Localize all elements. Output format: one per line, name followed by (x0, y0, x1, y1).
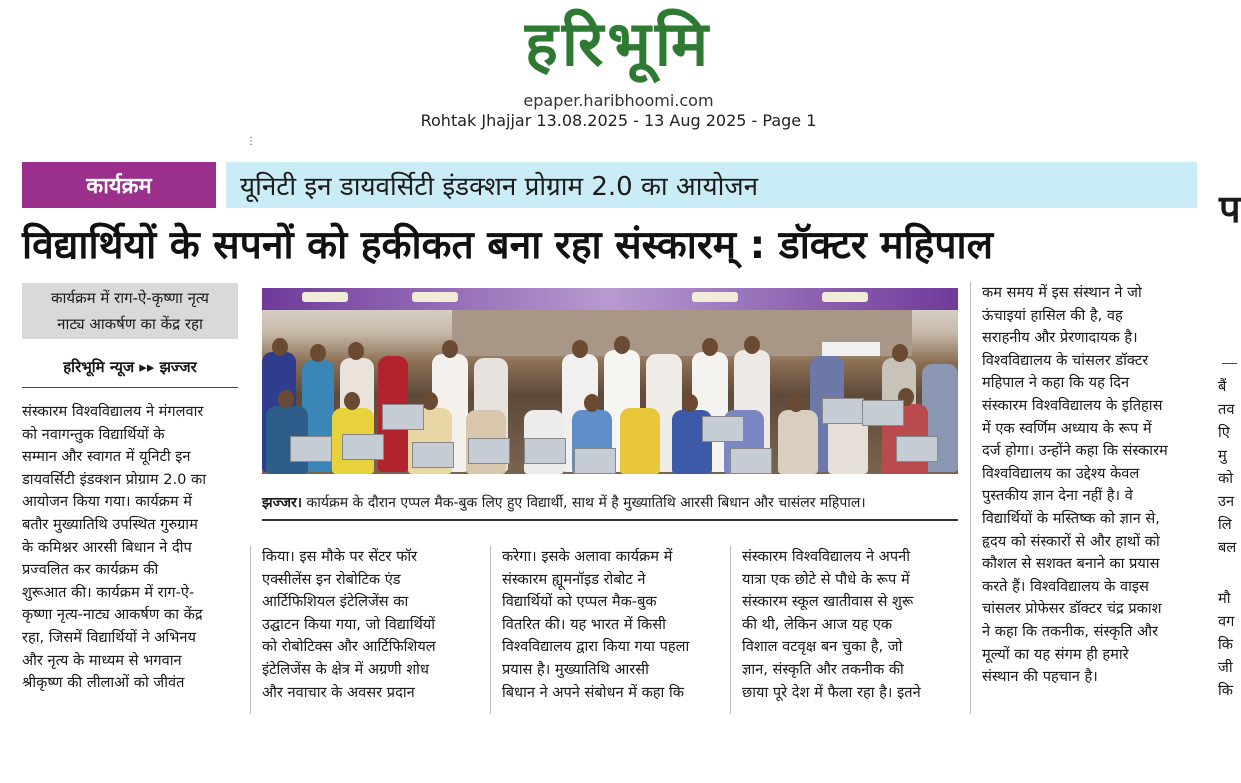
text-line: इंटेलिजेंस के क्षेत्र में अग्रणी शोध (262, 660, 429, 678)
site-url: epaper.haribhoomi.com (523, 91, 714, 110)
callout-line: नाट्य आकर्षण का केंद्र रहा (57, 315, 203, 333)
photo-laptop (468, 438, 510, 464)
byline: हरिभूमि न्यूज ▸▸ झज्जर (63, 358, 197, 376)
adjacent-text-fragment: जी (1218, 659, 1233, 676)
text-line: पुस्तकीय ज्ञान देना नहीं है। वे (982, 487, 1133, 505)
adjacent-article-fragment (1216, 170, 1241, 770)
text-line: ऊंचाइयां हासिल की है, वह (982, 306, 1123, 324)
text-line: करते हैं। विश्वविद्यालय के वाइस (982, 577, 1149, 595)
adjacent-text-fragment: को (1218, 470, 1233, 487)
text-line: संस्कारम विश्वविद्यालय ने अपनी (742, 548, 910, 565)
event-photo (262, 288, 958, 474)
text-line: महिपाल ने कहा कि यह दिन (982, 374, 1130, 392)
byline-divider (22, 387, 238, 388)
adjacent-text-fragment: कि (1218, 636, 1233, 653)
text-line: रहा, जिसमें विद्यार्थियों ने अभिनय (22, 628, 196, 646)
photo-banner (822, 342, 880, 356)
text-line: छाया पूरे देश में फैला रहा है। इतने (742, 683, 921, 701)
text-line: डायवर्सिटी इंडक्शन प्रोग्राम 2.0 का (22, 470, 207, 488)
photo-head (744, 336, 760, 354)
photo-head (682, 394, 698, 412)
text-line: कौशल से सशक्त बनाने का प्रयास (982, 555, 1160, 573)
text-line: बतौर मुख्यातिथि उपस्थित गुरुग्राम (22, 515, 198, 533)
text-line: वितरित की। यह भारत में किसी (502, 615, 666, 633)
subhead-bar (226, 162, 1197, 208)
text-line: प्रज्वलित कर कार्यक्रम की (22, 561, 159, 579)
adjacent-text-fragment: उन (1218, 493, 1235, 510)
photo-head (278, 390, 294, 408)
adjacent-divider (1222, 363, 1237, 364)
photo-laptop (524, 438, 566, 464)
photo-light (692, 292, 738, 302)
text-line: और नृत्य के माध्यम से भगवान (22, 651, 182, 669)
adjacent-text-fragment: तव (1218, 401, 1235, 418)
text-line: उद्घाटन किया गया, जो विद्यार्थियों (262, 615, 436, 633)
text-line: करेगा। इसके अलावा कार्यक्रम में (502, 548, 673, 565)
adjacent-text-fragment: वग (1218, 613, 1235, 630)
callout-box (22, 283, 238, 339)
text-line: हृदय को संस्कारों से और हाथों को (982, 532, 1160, 550)
text-line: बिधान ने अपने संबोधन में कहा कि (502, 683, 684, 701)
text-line: कृष्णा नृत्य-नाट्य आकर्षण का केंद्र (22, 606, 203, 624)
text-line: मूल्यों का यह संगम ही हमारे (982, 645, 1129, 663)
text-line: एक्सीलेंस इन रोबोटिक एंड (262, 570, 401, 588)
section-kicker: कार्यक्रम (22, 162, 216, 208)
photo-laptop (862, 400, 904, 426)
photo-head (614, 336, 630, 354)
photo-laptop (412, 442, 454, 468)
text-line: को नवागन्तुक विद्यार्थियों के (22, 425, 165, 443)
article-column-1 (22, 401, 238, 695)
photo-laptop (822, 398, 864, 424)
text-line: कम समय में इस संस्थान ने जो (982, 284, 1142, 301)
photo-laptop (896, 436, 938, 462)
text-line: विद्यार्थियों के मस्तिष्क को ज्ञान से, (982, 509, 1160, 527)
photo-laptop (382, 404, 424, 430)
photo-head (272, 338, 288, 356)
text-line: दर्ज होगा। उन्होंने कहा कि संस्कारम (982, 442, 1168, 460)
photo-laptop (730, 448, 772, 474)
callout-line: कार्यक्रम में राग-ऐ-कृष्णा नृत्य (51, 289, 209, 307)
photo-head (788, 394, 804, 412)
column-divider (970, 282, 971, 714)
photo-light (412, 292, 458, 302)
photo-person (778, 410, 818, 474)
text-line: ने कहा कि तकनीक, संस्कृति और (982, 622, 1159, 640)
text-line: को रोबोटिक्स और आर्टिफिशियल (262, 638, 436, 656)
photo-person (620, 408, 660, 474)
photo-head (348, 342, 364, 360)
text-line: के कमिश्नर आरसी बिधान ने दीप (22, 538, 192, 556)
photo-head (892, 344, 908, 362)
text-line: विशाल वटवृक्ष बन चुका है, जो (742, 638, 903, 656)
photo-head (702, 338, 718, 356)
photo-head (344, 392, 360, 410)
text-line: संस्कारम स्कूल खातीवास से शुरू (742, 593, 914, 611)
adjacent-text-fragment: मौ (1218, 590, 1231, 607)
text-line: विद्यार्थियों को एप्पल मैक-बुक (502, 593, 657, 611)
text-line: विश्वविद्यालय द्वारा किया गया पहला (502, 638, 690, 656)
photo-head (422, 392, 438, 410)
caption-place: झज्जर। (262, 495, 303, 511)
caption-text: कार्यक्रम के दौरान एप्पल मैक-बुक लिए हुए विद्यार्थी, साथ में है मुख्यातिथि आरसी बिधान और चासंलर महिपाल। (302, 495, 866, 511)
column-divider (730, 546, 731, 714)
text-line: संस्कारम विश्वविद्यालय ने मंगलवार (22, 403, 204, 420)
photo-head (572, 340, 588, 358)
text-line: सराहनीय और प्रेरणादायक है। (982, 329, 1138, 347)
text-line: में एक स्वर्णिम अध्याय के रूप में (982, 419, 1152, 437)
article-column-5 (982, 282, 1198, 689)
text-line: विश्वविद्यालय का उद्देश्य केवल (982, 464, 1140, 482)
text-line: की थी, लेकिन आज यह एक (742, 615, 893, 633)
article-column-4 (742, 546, 958, 704)
page-marker: ⋮ (246, 136, 256, 147)
photo-light (302, 292, 348, 302)
photo-light (822, 292, 868, 302)
column-divider (490, 546, 491, 714)
text-line: ज्ञान, संस्कृति और तकनीक की (742, 660, 904, 678)
adjacent-text-fragment: कि (1218, 682, 1233, 699)
photo-laptop (574, 448, 616, 474)
adjacent-text-fragment: बल (1218, 539, 1237, 556)
photo-head (584, 394, 600, 412)
photo-laptop (702, 416, 744, 442)
column-divider (250, 546, 251, 714)
photo-laptop (290, 436, 332, 462)
headline: विद्यार्थियों के सपनों को हकीकत बना रहा संस्कारम् : डॉक्टर महिपाल (22, 223, 994, 268)
text-line: संस्कारम ह्यूमनॉइड रोबोट ने (502, 570, 646, 588)
text-line: और नवाचार के अवसर प्रदान (262, 683, 415, 701)
photo-head (442, 340, 458, 358)
text-line: किया। इस मौके पर सेंटर फॉर (262, 548, 418, 565)
photo-caption (262, 487, 958, 521)
text-line: यात्रा एक छोटे से पौधे के रूप में (742, 570, 910, 588)
adjacent-headline-fragment: प (1219, 187, 1241, 231)
text-line: संस्कारम विश्वविद्यालय के इतिहास (982, 396, 1163, 414)
edition-info: Rohtak Jhajjar 13.08.2025 - 13 Aug 2025 - Page 1 (420, 111, 817, 130)
adjacent-text-fragment: एि (1218, 424, 1230, 441)
article-column-2 (262, 546, 478, 704)
text-line: संस्थान की पहचान है। (982, 668, 1098, 686)
text-line: आर्टिफिशियल इंटेलिजेंस का (262, 593, 409, 611)
newspaper-logo: हरिभूमि (524, 7, 713, 80)
text-line: आयोजन किया गया। कार्यक्रम में (22, 493, 192, 511)
text-line: चांसलर प्रोफेसर डॉक्टर चंद्र प्रकाश (982, 600, 1162, 618)
photo-laptop (342, 434, 384, 460)
article-column-3 (502, 546, 718, 704)
adjacent-text-fragment: बैं (1218, 378, 1227, 395)
text-line: शुरूआत की। कार्यक्रम में राग-ऐ- (22, 583, 195, 601)
text-line: श्रीकृष्ण की लीलाओं को जीवंत (22, 674, 185, 692)
text-line: विश्वविद्यालय के चांसलर डॉक्टर (982, 351, 1149, 369)
adjacent-text-fragment: लि (1218, 516, 1232, 533)
subhead: यूनिटी इन डायवर्सिटी इंडक्शन प्रोग्राम 2.0 का आयोजन (240, 172, 759, 202)
photo-head (310, 344, 326, 362)
text-line: प्रयास है। मुख्यातिथि आरसी (502, 660, 649, 678)
adjacent-text-fragment: मु (1218, 447, 1227, 464)
text-line: सम्मान और स्वागत में यूनिटी इन (22, 448, 191, 466)
